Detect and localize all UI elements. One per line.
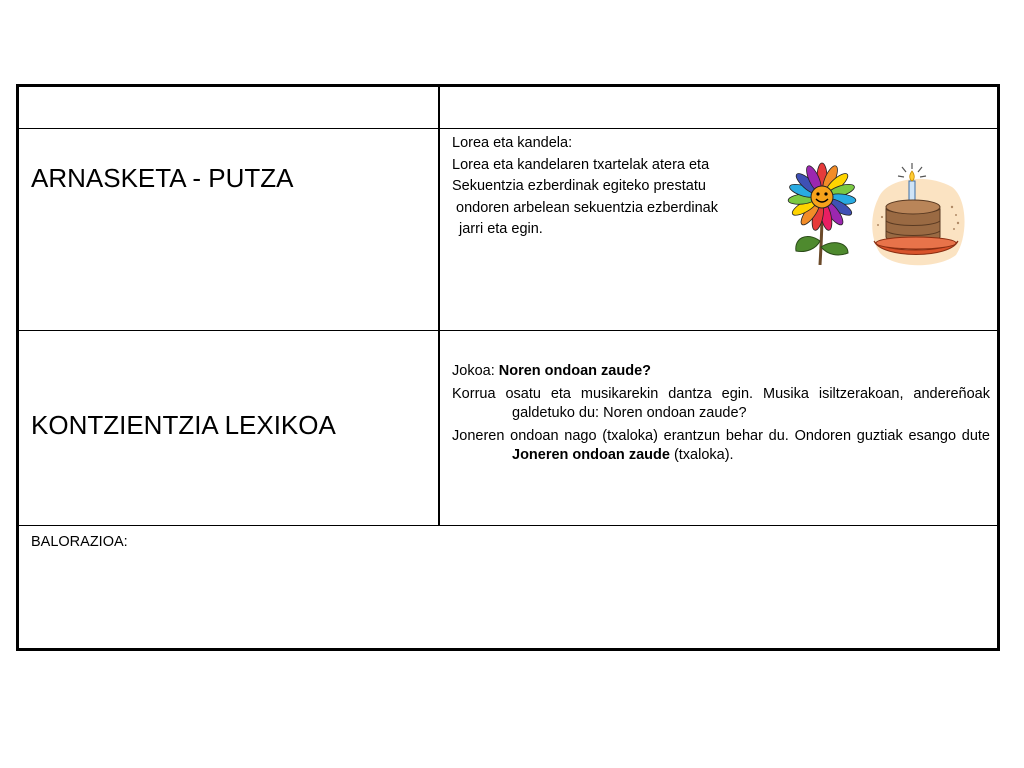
arnasketa-line-3: Sekuentzia ezberdinak egiteko prestatu	[452, 178, 706, 194]
game-instructions-paragraph: Korrua osatu eta musikarekin dantza egin. Musika isiltzerakoan, andereñoak galdetuko du: Noren ondoan zaude?	[452, 386, 990, 421]
balorazioa-row	[19, 526, 997, 648]
arnasketa-description	[452, 133, 782, 241]
header-row	[19, 87, 997, 129]
activity-table	[16, 84, 1000, 651]
kontzientzia-title-cell	[19, 331, 440, 525]
arnasketa-line-1: Lorea eta kandela:	[452, 135, 573, 151]
arnasketa-line-2: Lorea eta kandelaren txartelak atera eta	[452, 156, 710, 173]
header-cell-left	[19, 87, 440, 128]
answer-text-end: (txaloka).	[669, 447, 734, 463]
game-answer-paragraph	[452, 427, 990, 465]
arnasketa-title-cell	[19, 129, 440, 330]
smiling-flower-icon	[786, 161, 866, 265]
answer-text-start: Joneren ondoan nago (txaloka) erantzun behar du. Ondoren guztiak esango dute	[452, 428, 990, 444]
balorazioa-label: BALORAZIOA:	[31, 534, 128, 550]
answer-text-bold: Joneren ondoan zaude	[512, 447, 670, 463]
arnasketa-content-cell	[440, 129, 997, 330]
arnasketa-line-5: jarri eta egin.	[459, 221, 543, 237]
game-prefix: Jokoa:	[452, 363, 499, 379]
header-cell-right	[440, 87, 997, 128]
arnasketa-title: ARNASKETA - PUTZA	[31, 163, 294, 193]
arnasketa-line-4: ondoren arbelean sekuentzia ezberdinak	[456, 199, 718, 216]
arnasketa-row	[19, 129, 997, 331]
kontzientzia-description	[452, 362, 990, 469]
kontzientzia-title: KONTZIENTZIA LEXIKOA	[31, 410, 336, 440]
birthday-cake-with-candle-icon	[868, 159, 970, 271]
game-line	[452, 362, 990, 381]
game-name: Noren ondoan zaude?	[498, 363, 651, 379]
kontzientzia-row	[19, 331, 997, 526]
kontzientzia-content-cell	[440, 331, 997, 525]
